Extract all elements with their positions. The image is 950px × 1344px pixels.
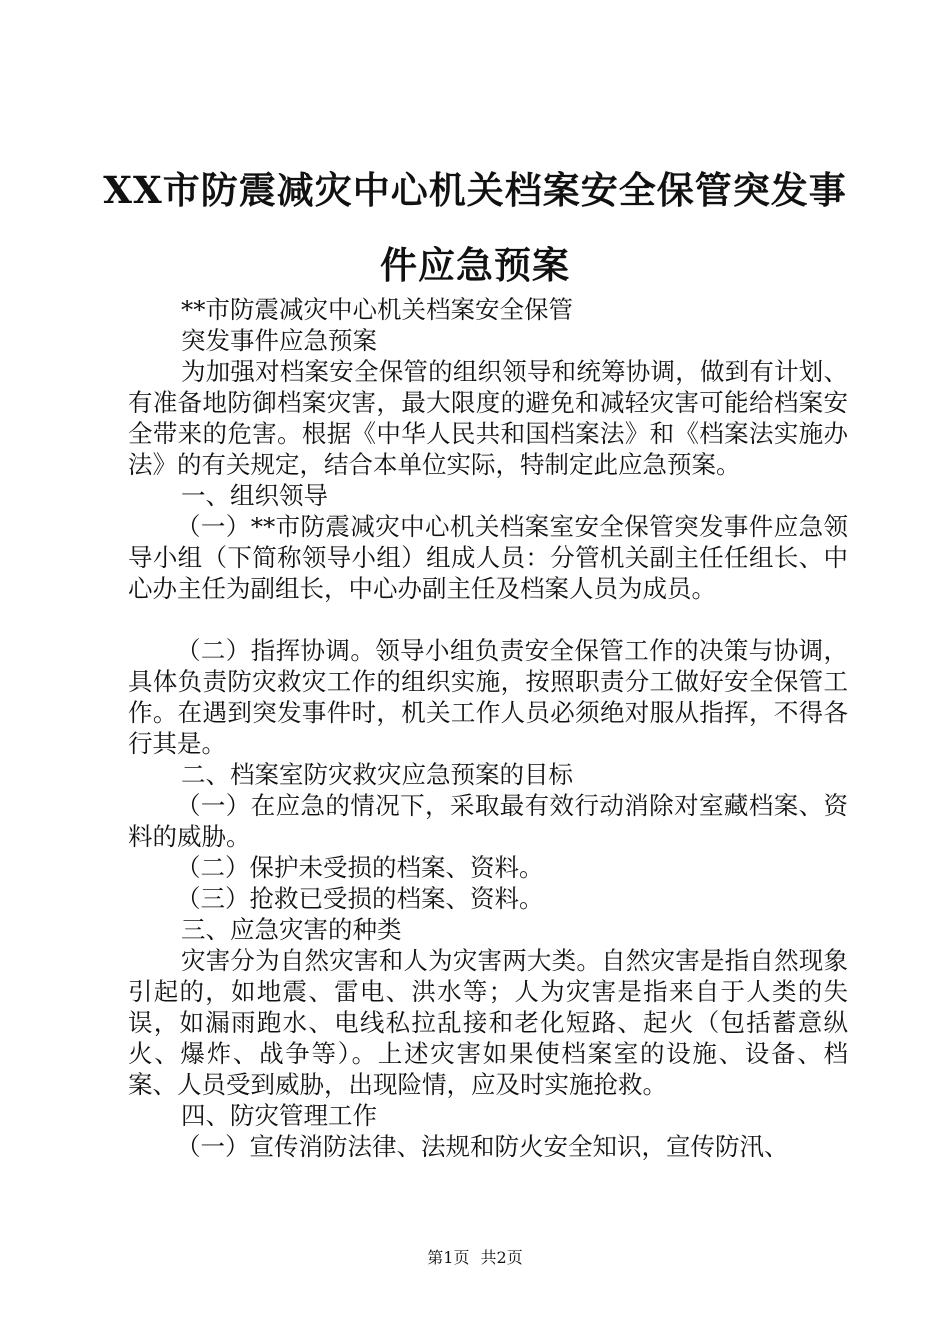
paragraph-gap [128,604,848,635]
page-total: 共2页 [480,1248,523,1267]
page-number: 第1页 [427,1248,470,1267]
page-footer [0,1245,950,1268]
section-heading-1: 一、组织领导 [181,481,328,510]
paragraph-4-1: （一）宣传消防法律、法规和防火安全知识，宣传防汛、 [176,1132,789,1161]
paragraph-2-3: （三）抢救已受损的档案、资料。 [176,884,544,913]
document-body [128,294,848,1162]
paragraph-3-1: 灾害分为自然灾害和人为灾害两大类。自然灾害是指自然现象引起的，如地震、雷电、洪水等；人为灾害是指来自于人类的失误，如漏雨跑水、电线私拉乱接和老化短路、起火（包括蓄意纵火、爆炸、战争等）。上述灾害如果使档案室的设施、设备、档案、人员受到威胁，出现险情，应及时实施抢救。 [128,946,848,1099]
paragraph-2-2: （二）保护未受损的档案、资料。 [176,853,544,882]
section-heading-2: 二、档案室防灾救灾应急预案的目标 [181,760,573,789]
paragraph-intro: 为加强对档案安全保管的组织领导和统筹协调，做到有计划、有准备地防御档案灾害，最大限度的避免和减轻灾害可能给档案安全带来的危害。根据《中华人民共和国档案法》和《档案法实施办法》的有关规定，结合本单位实际，特制定此应急预案。 [128,357,848,479]
paragraph-1-1: （一）**市防震减灾中心机关档案室安全保管突发事件应急领导小组（下简称领导小组）组成人员：分管机关副主任任组长、中心办主任为副组长，中心办副主任及档案人员为成员。 [128,512,848,603]
section-heading-4: 四、防灾管理工作 [181,1101,377,1130]
document-title-line-1: XX市防震减灾中心机关档案安全保管突发事 [103,168,847,212]
paragraph-subtitle-2: 突发事件应急预案 [181,326,377,355]
document-title-line-2: 件应急预案 [380,243,570,287]
paragraph-1-2: （二）指挥协调。领导小组负责安全保管工作的决策与协调，具体负责防灾救灾工作的组织实施，按照职责分工做好安全保管工作。在遇到突发事件时，机关工作人员必须绝对服从指挥，不得各行其是。 [128,636,848,758]
paragraph-2-1: （一）在应急的情况下，采取最有效行动消除对室藏档案、资料的威胁。 [128,791,848,851]
paragraph-subtitle-1: **市防震减灾中心机关档案安全保管 [181,295,573,324]
section-heading-3: 三、应急灾害的种类 [181,915,402,944]
